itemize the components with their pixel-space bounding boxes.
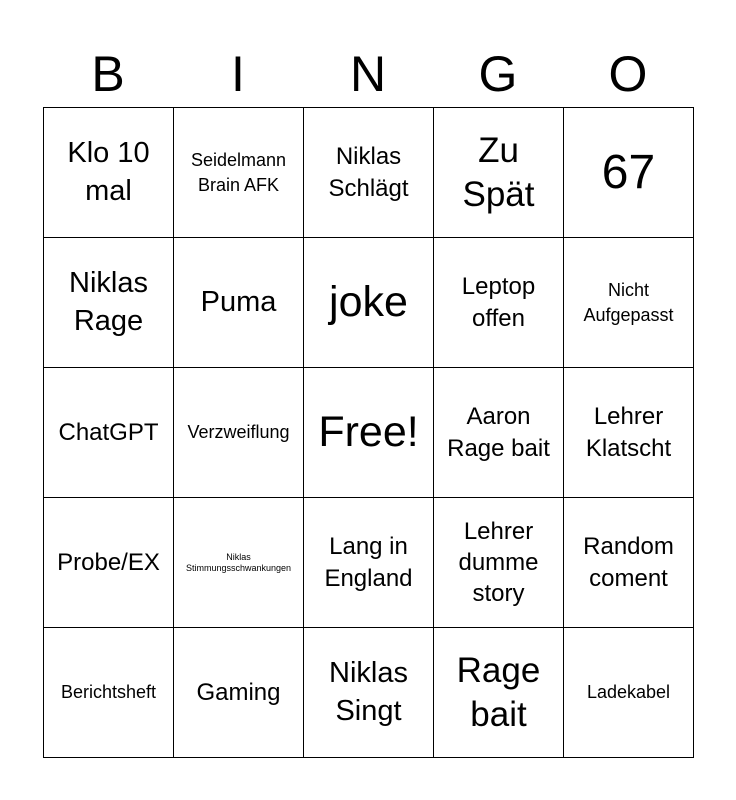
cell-label: joke (329, 277, 408, 326)
cell-label: 67 (601, 145, 656, 199)
cell-label: Verzweiflung (187, 422, 290, 443)
header-letter-b: B (91, 46, 125, 102)
cell-label: Leptop offen (461, 273, 536, 332)
bingo-cell[interactable] (304, 498, 434, 628)
bingo-cell[interactable] (174, 238, 304, 368)
cell-label: Ladekabel (586, 682, 671, 703)
bingo-cell-free[interactable] (304, 368, 434, 498)
cell-label: Lehrer dumme story (458, 517, 539, 608)
cell-label: Probe/EX (57, 548, 160, 576)
header-letter-i: I (231, 46, 245, 102)
cell-label: Gaming (196, 678, 281, 706)
bingo-cell[interactable] (44, 628, 174, 758)
header-letter-o: O (608, 46, 648, 102)
bingo-cell[interactable] (304, 628, 434, 758)
bingo-cell[interactable] (564, 498, 694, 628)
cell-label: Klo 10 mal (67, 137, 150, 207)
cell-label: Niklas Rage (69, 267, 148, 337)
bingo-cell[interactable] (44, 498, 174, 628)
cell-label: Zu Spät (462, 130, 535, 214)
header-letter-g: G (478, 46, 518, 102)
bingo-cell[interactable] (174, 368, 304, 498)
cell-label: Free! (318, 407, 419, 456)
bingo-cell[interactable] (434, 108, 564, 238)
bingo-header (43, 40, 693, 108)
cell-label: Lang in England (324, 533, 413, 592)
bingo-cell[interactable] (174, 108, 304, 238)
bingo-cell[interactable] (564, 628, 694, 758)
bingo-cell[interactable] (44, 368, 174, 498)
cell-label: Berichtsheft (60, 682, 157, 703)
bingo-cell[interactable] (564, 368, 694, 498)
bingo-cell[interactable] (564, 108, 694, 238)
bingo-cell[interactable] (174, 628, 304, 758)
header-letter-n: N (349, 46, 387, 102)
bingo-cell[interactable] (304, 108, 434, 238)
cell-label: Puma (200, 285, 277, 318)
cell-label: Niklas Stimmungsschwankungen (185, 551, 292, 573)
bingo-cell[interactable] (434, 498, 564, 628)
bingo-cell[interactable] (434, 628, 564, 758)
bingo-cell[interactable] (174, 498, 304, 628)
cell-label: Niklas Singt (329, 657, 408, 727)
cell-label: Aaron Rage bait (447, 403, 550, 462)
cell-label: Random coment (583, 533, 674, 592)
bingo-cell[interactable] (304, 238, 434, 368)
cell-label: Niklas Schlägt (328, 143, 409, 202)
bingo-cell[interactable] (434, 238, 564, 368)
cell-label: Rage bait (456, 650, 541, 734)
bingo-cell[interactable] (564, 238, 694, 368)
bingo-cell[interactable] (434, 368, 564, 498)
cell-label: Lehrer Klatscht (585, 403, 672, 462)
bingo-cell[interactable] (44, 108, 174, 238)
bingo-board (43, 107, 694, 758)
bingo-cell[interactable] (44, 238, 174, 368)
cell-label: ChatGPT (58, 418, 159, 446)
cell-label: Nicht Aufgepasst (583, 280, 674, 325)
cell-label: Seidelmann Brain AFK (190, 150, 287, 195)
